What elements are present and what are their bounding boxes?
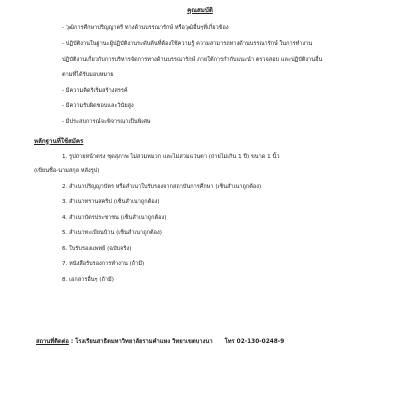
document-item: 7. หนังสือรับรองการทำงาน (ถ้ามี)	[62, 261, 145, 267]
qualification-line: - มีประสบการณ์จะพิจารณาเป็นพิเศษ	[62, 119, 151, 125]
documents-heading: หลักฐานที่ใช้สมัคร	[34, 138, 84, 145]
qualification-line: - วุฒิการศึกษาปริญญาตรี ทางด้านบรรณารักษ์ หรือวุฒิอื่นๆที่เกี่ยวข้อง	[62, 25, 229, 31]
qualifications-heading: คุณสมบัติ	[187, 7, 213, 14]
document-item: 3. สำเนาทรานสคริป (เซ็นสำเนาถูกต้อง)	[62, 199, 160, 205]
document-item: 4. สำเนาบัตรประชาชน (เซ็นสำเนาถูกต้อง)	[62, 215, 167, 221]
qualification-line: ปฏิบัติงานเกี่ยวกับการบริหารจัดการทางด้านบรรณารักษ์ ภายใต้การกำกับแนะนำ ตรวจสอบ และปฏิบัติงานอื่น	[62, 57, 323, 63]
document-item: 2. สำเนาปริญญาบัตร หรือสำเนาใบรับรองจากสถาบันการศึกษา (เซ็นสำเนาถูกต้อง)	[62, 184, 262, 190]
document-item-continuation: (เขียนชื่อ-นามสกุล หลังรูป)	[34, 168, 100, 174]
contact-phone: โทร 02-130-0248-9	[224, 339, 285, 345]
contact-address: : โรงเรียนสาธิตมหาวิทยาลัยรามคำแหง วิทยาเขตบางนา	[70, 339, 213, 345]
contact-label: สถานที่ติดต่อ	[36, 339, 69, 345]
document-item: 6. ใบรับรองแพทย์ (ฉบับจริง)	[62, 246, 132, 252]
qualification-line: ตามที่ได้รับมอบหมาย	[62, 72, 114, 78]
document-item: 1. รูปถ่ายหน้าตรง ชุดสุภาพ ไม่สวมหมวก และไม่สวมแว่นตา (ถ่ายไม่เกิน 1 ปี) ขนาด 1 นิ้ว	[62, 154, 280, 160]
qualification-line: - มีความคิดริเริ่มสร้างสรรค์	[62, 88, 128, 94]
qualification-line: - ปฏิบัติงานในฐานะผู้ปฏิบัติงานระดับต้นที่ต้องใช้ความรู้ ความสามารถทางด้านบรรณารักษ์ ในการทำงาน	[62, 41, 313, 47]
document-item: 8. เอกสารอื่นๆ (ถ้ามี)	[62, 277, 114, 283]
contact-line	[36, 336, 284, 346]
document-item: 5. สำเนาทะเบียนบ้าน (เซ็นสำเนาถูกต้อง)	[62, 230, 162, 236]
qualification-line: - มีความรับผิดชอบและวินัยสูง	[62, 103, 134, 109]
